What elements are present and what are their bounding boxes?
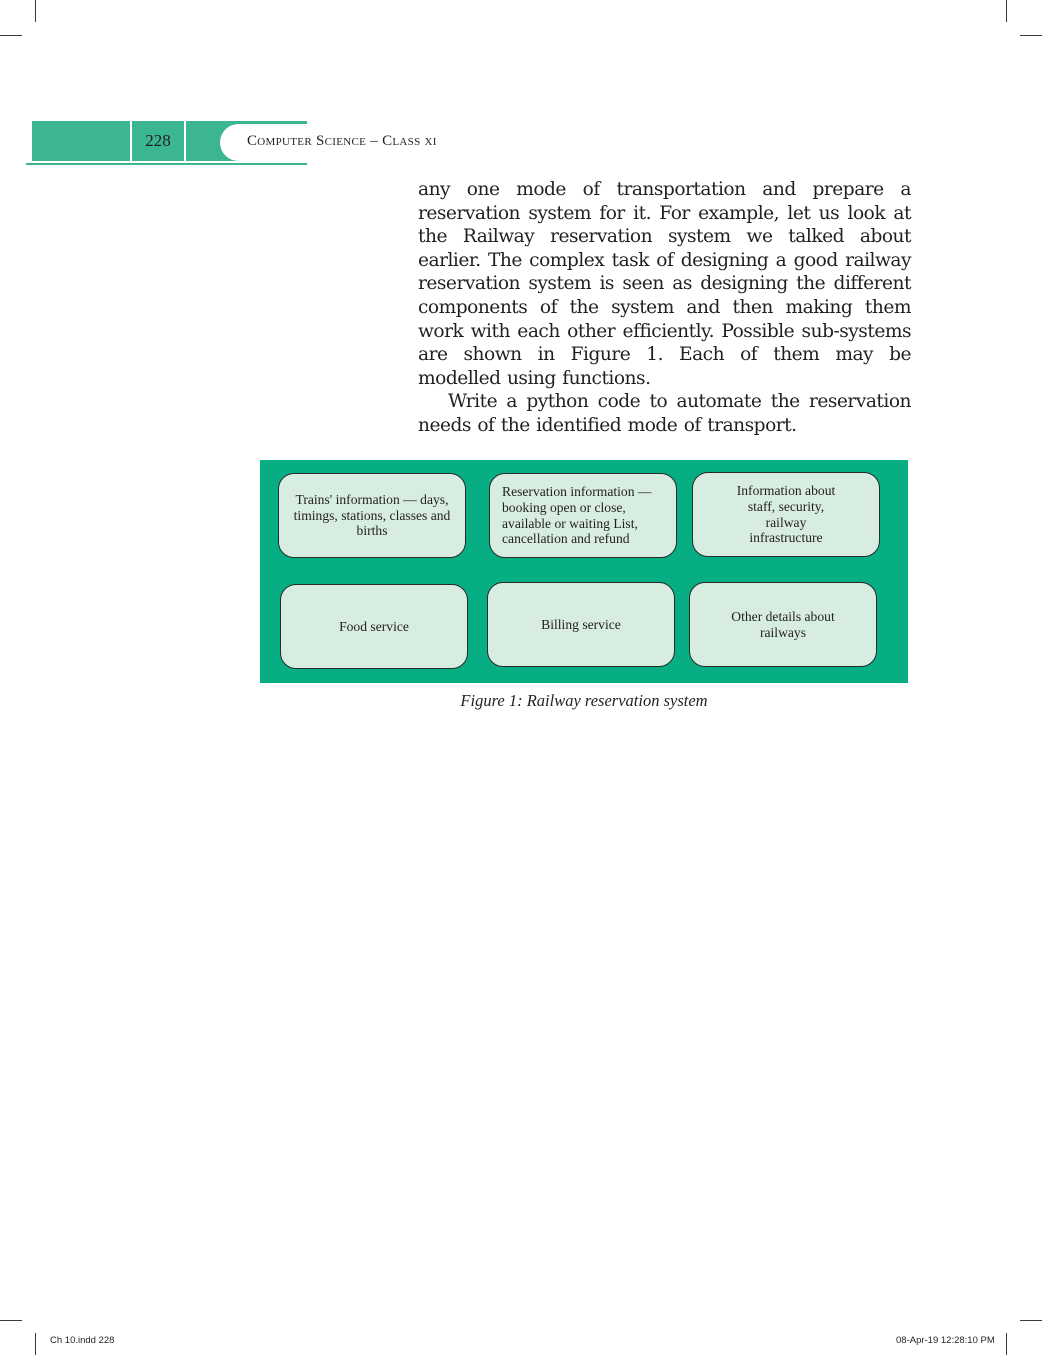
page-number: 228 <box>132 121 186 161</box>
crop-mark <box>1020 1320 1042 1321</box>
body-text <box>418 178 911 438</box>
header-band-block <box>32 121 132 161</box>
figure-caption: Figure 1: Railway reservation system <box>460 691 708 710</box>
subsystem-box-reservation-information: Reservation information — booking open or close, available or waiting List, cancellation and refund <box>489 473 677 558</box>
crop-mark <box>1020 35 1042 36</box>
subsystem-box-other-details: Other details about railways <box>689 582 877 667</box>
running-title: Computer Science – Class xi <box>247 133 437 149</box>
header-rule <box>26 163 307 165</box>
subsystem-box-billing-service: Billing service <box>487 582 675 667</box>
crop-mark <box>1006 1333 1007 1355</box>
crop-mark <box>35 1333 36 1355</box>
crop-mark <box>35 0 36 22</box>
paragraph: Write a python code to automate the reservation needs of the identified mode of transport. <box>418 391 911 436</box>
crop-mark <box>1006 0 1007 22</box>
subsystem-box-food-service: Food service <box>280 584 468 669</box>
crop-mark <box>0 35 22 36</box>
slug-file: Ch 10.indd 228 <box>50 1335 115 1346</box>
subsystem-box-trains-information: Trains' information — days, timings, stations, classes and births <box>278 473 466 558</box>
crop-mark <box>0 1320 22 1321</box>
railway-reservation-diagram <box>260 460 908 683</box>
paragraph: any one mode of transportation and prepare a reservation system for it. For example, let us look at the Railway reservation system we talked about earlier. The complex task of designing a good railway reservation system is seen as designing the different components of the system and then making them work with each other efficiently. Possible sub-systems are shown in Figure 1. Each of them may be modelled using functions. <box>418 179 911 389</box>
subsystem-box-staff-information: Information about staff, security, railway infrastructure <box>692 472 880 557</box>
slug-timestamp: 08-Apr-19 12:28:10 PM <box>896 1335 995 1346</box>
